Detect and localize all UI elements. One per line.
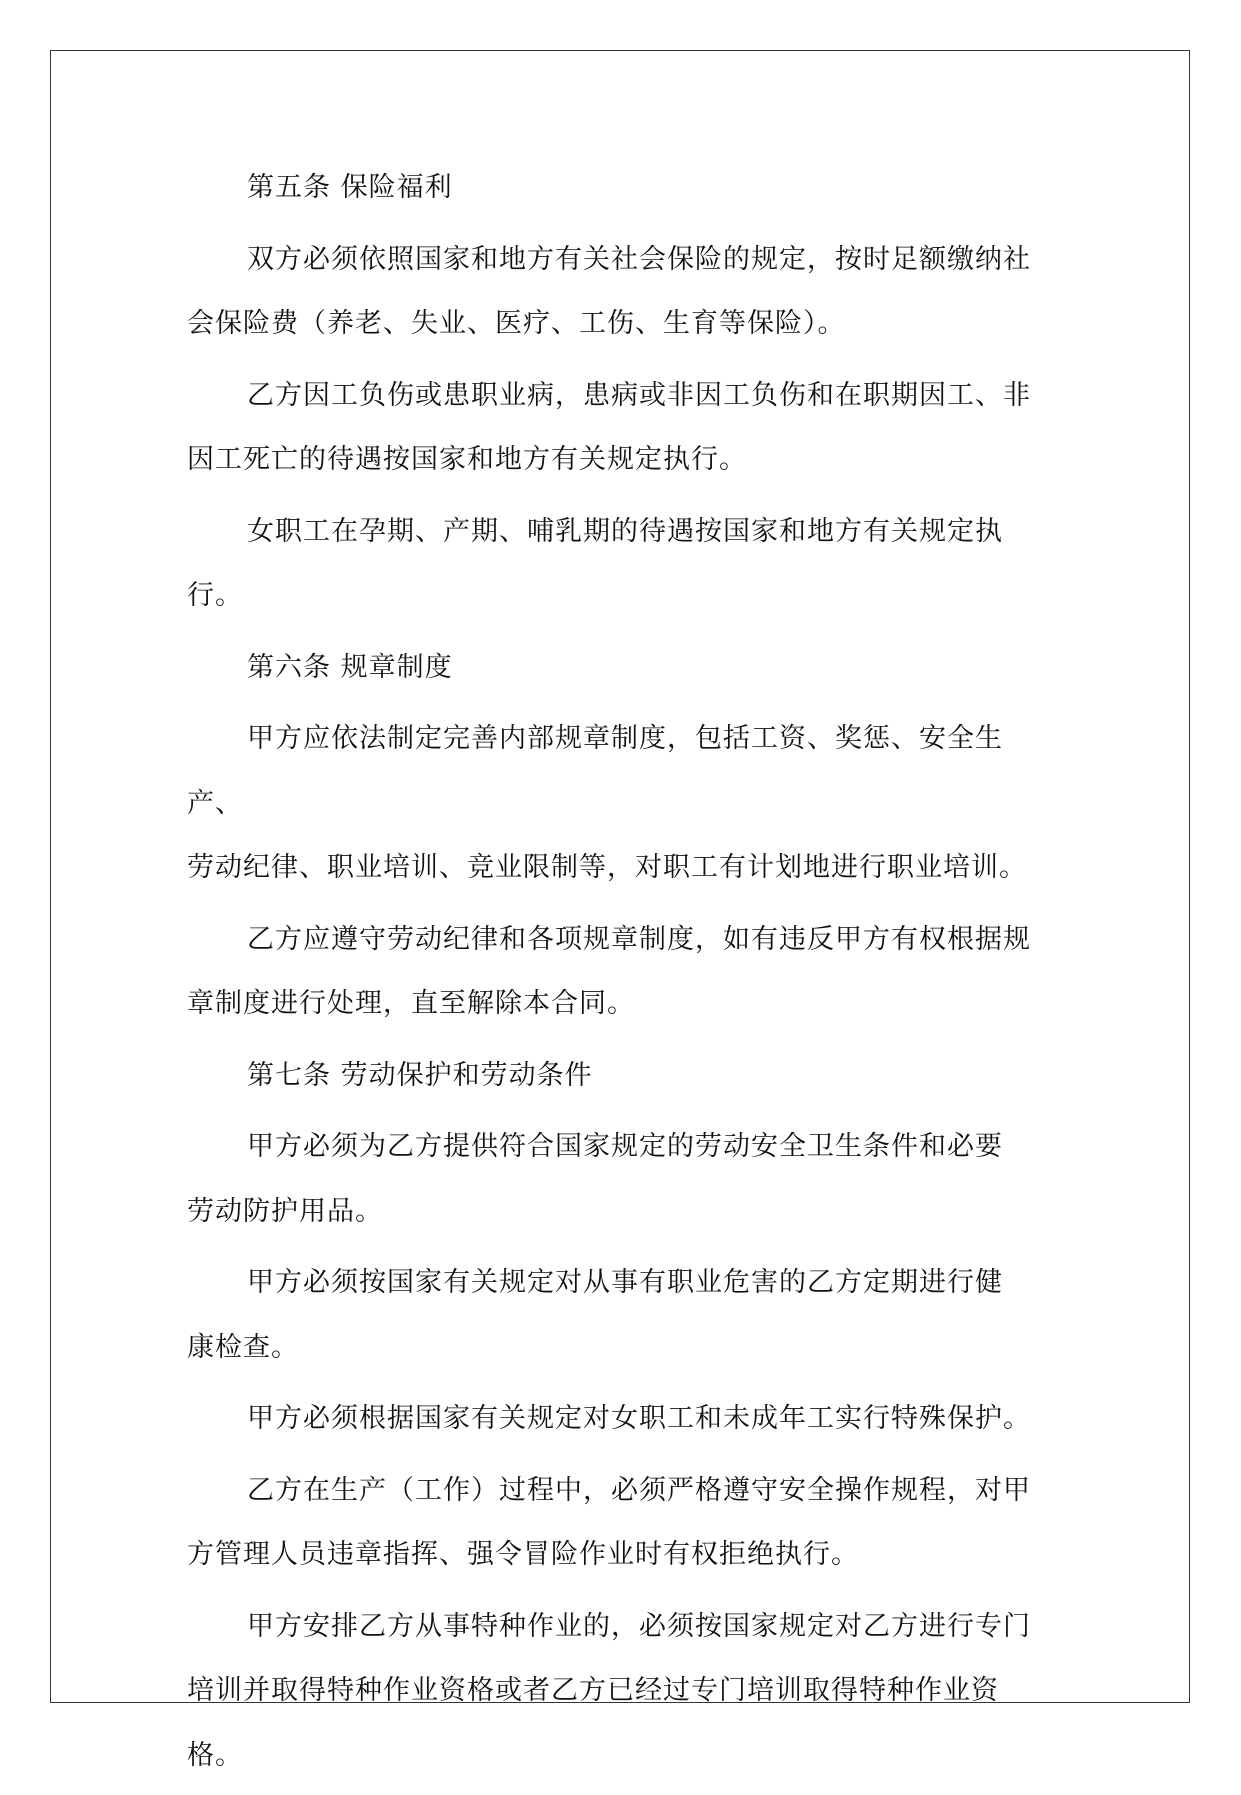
paragraph [187, 908, 1057, 1037]
text-line: 会保险费（养老、失业、医疗、工伤、生育等保险）。 [187, 308, 846, 339]
text-line: 甲方必须为乙方提供符合国家规定的劳动安全卫生条件和必要 [247, 1131, 1003, 1162]
text-line: 因工死亡的待遇按国家和地方有关规定执行。 [187, 444, 747, 475]
text-line: 劳动防护用品。 [187, 1195, 383, 1227]
text-line: 双方必须依照国家和地方有关社会保险的规定，按时足额缴纳社 [247, 243, 1031, 275]
paragraph [187, 1595, 1057, 1789]
paragraph [187, 1251, 1057, 1380]
article-7-heading [187, 1044, 1057, 1109]
text-line: 乙方应遵守劳动纪律和各项规章制度，如有违反甲方有权根据规 [247, 923, 1031, 955]
paragraph [187, 1387, 1057, 1452]
text-line: 劳动纪律、职业培训、竞业限制等，对职工有计划地进行职业培训。 [187, 852, 1027, 883]
paragraph [187, 364, 1057, 493]
text-line: 方管理人员违章指挥、强令冒险作业时有权拒绝执行。 [187, 1539, 859, 1570]
article-6-heading [187, 636, 1057, 701]
text-line: 培训并取得特种作业资格或者乙方已经过专门培训取得特种作业资 [187, 1675, 999, 1706]
text-line: 康检查。 [187, 1331, 299, 1363]
text-line: 甲方必须根据国家有关规定对女职工和未成年工实行特殊保护。 [247, 1403, 1031, 1434]
paragraph [187, 228, 1057, 357]
article-5-heading [187, 156, 1057, 221]
paragraph [187, 1115, 1057, 1244]
paragraph [187, 1459, 1057, 1588]
text-line: 女职工在孕期、产期、哺乳期的待遇按国家和地方有关规定执行。 [187, 515, 1003, 611]
text-line: 乙方在生产（工作）过程中，必须严格遵守安全操作规程，对甲 [247, 1474, 1031, 1506]
paragraph [187, 707, 1057, 901]
text-line: 第五条 保险福利 [247, 172, 453, 203]
text-line: 甲方应依法制定完善内部规章制度，包括工资、奖惩、安全生产、 [187, 723, 1003, 819]
text-line: 甲方必须按国家有关规定对从事有职业危害的乙方定期进行健 [247, 1267, 1003, 1298]
text-line: 格。 [187, 1739, 243, 1771]
text-line: 第七条 劳动保护和劳动条件 [247, 1059, 593, 1091]
text-line: 甲方安排乙方从事特种作业的，必须按国家规定对乙方进行专门 [247, 1610, 1031, 1642]
document-body [187, 156, 1057, 1795]
text-line: 乙方因工负伤或患职业病，患病或非因工负伤和在职期因工、非 [247, 379, 1031, 411]
paragraph [187, 500, 1057, 629]
text-line: 章制度进行处理，直至解除本合同。 [187, 988, 635, 1019]
text-line: 第六条 规章制度 [247, 651, 453, 683]
